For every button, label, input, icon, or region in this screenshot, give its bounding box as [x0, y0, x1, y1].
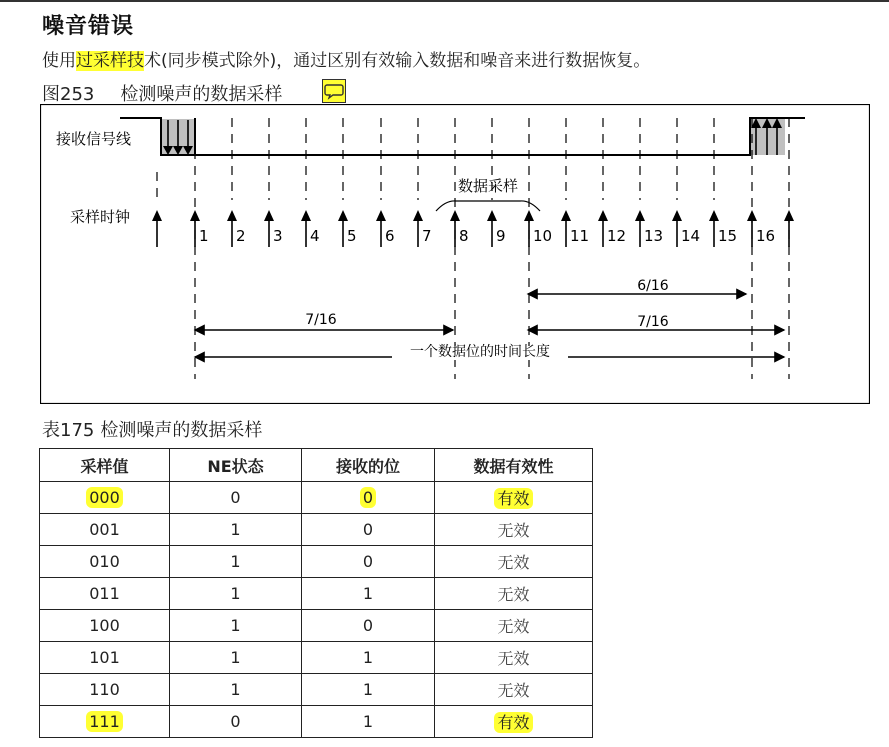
received-bit-cell-text: 1 — [362, 648, 374, 667]
sample-value-cell-text: 010 — [89, 552, 120, 571]
up-arrow-icon — [264, 210, 274, 221]
table-row — [40, 546, 593, 578]
received-bit-cell-text: 1 — [362, 584, 374, 603]
ne-status-cell-text: 1 — [230, 616, 241, 635]
tick-label: 11 — [570, 227, 590, 245]
received-bit-cell — [302, 482, 435, 514]
table-header-cell: NE状态 — [170, 449, 302, 482]
clock-ticks — [152, 118, 794, 379]
up-arrow-icon — [709, 210, 719, 221]
table-row — [40, 514, 593, 546]
ne-status-cell — [170, 482, 302, 514]
data-validity-cell-text: 无效 — [497, 649, 530, 668]
sample-value-cell — [40, 578, 170, 610]
data-validity-cell-text: 无效 — [497, 553, 530, 572]
noise-arrows-up — [751, 118, 782, 155]
sample-window-bracket — [436, 201, 540, 211]
received-bit-cell-text: 0 — [362, 552, 374, 571]
intro-text-after: 术(同步模式除外)，通过区别有效输入数据和噪音来进行数据恢复。 — [144, 51, 651, 71]
ne-status-cell — [170, 610, 302, 642]
span-left-label: 7/16 — [305, 312, 337, 328]
received-bit-cell-text: 0 — [360, 487, 376, 508]
data-validity-cell — [435, 482, 593, 514]
table-caption — [42, 416, 262, 442]
up-arrow-icon — [152, 210, 162, 221]
sample-value-cell-text: 011 — [89, 584, 120, 603]
sample-window-label: 数据采样 — [457, 177, 519, 195]
sample-value-cell-text: 001 — [89, 520, 120, 539]
table-header-cell: 采样值 — [40, 449, 170, 482]
sample-value-cell-text: 100 — [89, 616, 120, 635]
comment-icon[interactable] — [322, 79, 346, 103]
table-caption-text: 检测噪声的数据采样 — [100, 420, 263, 441]
tick-label: 3 — [273, 227, 283, 245]
up-arrow-icon — [598, 210, 608, 221]
ne-status-cell — [170, 546, 302, 578]
up-arrow-icon — [450, 210, 460, 221]
intro-highlight: 过采样技 — [76, 51, 144, 71]
top-rule — [0, 0, 889, 2]
figure-caption-text: 检测噪声的数据采样 — [120, 84, 283, 105]
received-bit-cell — [302, 546, 435, 578]
up-arrow-icon — [635, 210, 645, 221]
received-bit-cell-text: 1 — [362, 712, 374, 731]
up-arrow-icon — [784, 210, 794, 221]
figure-caption — [42, 80, 282, 106]
tick-label: 14 — [681, 227, 701, 245]
table-row — [40, 482, 593, 514]
noise-arrows-down — [163, 120, 193, 155]
tick-label: 15 — [718, 227, 738, 245]
intro-text-before: 使用 — [42, 51, 76, 71]
ne-status-cell-text: 1 — [230, 552, 241, 571]
tick-label: 12 — [607, 227, 627, 245]
sample-value-cell — [40, 642, 170, 674]
sample-value-cell — [40, 706, 170, 738]
sampling-diagram — [40, 104, 870, 404]
ne-status-cell — [170, 674, 302, 706]
received-bit-cell — [302, 674, 435, 706]
up-arrow-icon — [376, 210, 386, 221]
received-bit-cell — [302, 706, 435, 738]
up-arrow-icon — [338, 210, 348, 221]
up-arrow-icon — [190, 210, 200, 221]
ne-status-cell-text: 1 — [230, 680, 241, 699]
signal-label: 接收信号线 — [56, 130, 132, 148]
data-validity-cell — [435, 578, 593, 610]
signal-line — [120, 118, 805, 155]
tick-label: 4 — [310, 227, 320, 245]
tick-label: 5 — [347, 227, 357, 245]
data-validity-cell — [435, 546, 593, 578]
ne-status-cell — [170, 578, 302, 610]
up-arrow-icon — [413, 210, 423, 221]
tick-label: 2 — [236, 227, 246, 245]
sample-value-cell — [40, 482, 170, 514]
tick-label: 7 — [422, 227, 432, 245]
sample-value-cell-text: 101 — [89, 648, 120, 667]
sample-value-cell-text: 111 — [86, 711, 123, 732]
clock-label: 采样时钟 — [70, 208, 131, 226]
data-validity-cell-text: 有效 — [494, 712, 532, 733]
up-arrow-icon — [747, 210, 757, 221]
data-validity-cell-text: 无效 — [497, 617, 530, 636]
received-bit-cell-text: 0 — [362, 520, 374, 539]
up-arrow-icon — [227, 210, 237, 221]
ne-status-cell-text: 1 — [230, 584, 241, 603]
received-bit-cell-text: 1 — [362, 680, 374, 699]
section-title: 噪音错误 — [42, 14, 135, 39]
table-header-row — [40, 449, 593, 482]
ne-status-cell — [170, 706, 302, 738]
table-row — [40, 610, 593, 642]
table-row — [40, 674, 593, 706]
span-6-16-label: 6/16 — [637, 278, 669, 294]
data-validity-cell — [435, 610, 593, 642]
bit-time-label: 一个数据位的时间长度 — [410, 344, 550, 360]
tick-label: 6 — [385, 227, 395, 245]
table-header-cell: 数据有效性 — [435, 449, 593, 482]
tick-label: 16 — [756, 227, 776, 245]
data-validity-cell-text: 无效 — [497, 585, 530, 604]
received-bit-cell — [302, 610, 435, 642]
sample-value-cell — [40, 674, 170, 706]
ne-status-cell — [170, 642, 302, 674]
ne-status-cell-text: 1 — [230, 648, 241, 667]
received-bit-cell — [302, 578, 435, 610]
tick-label: 13 — [644, 227, 664, 245]
received-bit-cell-text: 0 — [362, 616, 374, 635]
data-validity-cell — [435, 674, 593, 706]
sample-value-cell-text: 110 — [89, 680, 120, 699]
figure-number: 图253 — [42, 84, 95, 105]
sample-value-cell — [40, 514, 170, 546]
up-arrow-icon — [672, 210, 682, 221]
ne-status-cell-text: 1 — [230, 520, 241, 539]
noise-sampling-table — [39, 448, 593, 738]
tick-label: 10 — [533, 227, 553, 245]
span-right-label: 7/16 — [637, 314, 669, 330]
data-validity-cell-text: 无效 — [497, 521, 530, 540]
tick-label: 8 — [459, 227, 469, 245]
received-bit-cell — [302, 514, 435, 546]
intro-paragraph — [42, 46, 650, 71]
table-row — [40, 642, 593, 674]
data-validity-cell-text: 无效 — [497, 681, 530, 700]
data-validity-cell — [435, 514, 593, 546]
data-validity-cell-text: 有效 — [494, 488, 532, 509]
table-header-cell: 接收的位 — [302, 449, 435, 482]
ne-status-cell — [170, 514, 302, 546]
up-arrow-icon — [487, 210, 497, 221]
table-number: 表175 — [42, 420, 95, 441]
data-validity-cell — [435, 642, 593, 674]
up-arrow-icon — [524, 210, 534, 221]
sample-value-cell-text: 000 — [86, 487, 123, 508]
data-validity-cell — [435, 706, 593, 738]
table-row — [40, 706, 593, 738]
table-row — [40, 578, 593, 610]
ne-status-cell-text: 0 — [230, 712, 241, 731]
sample-value-cell — [40, 546, 170, 578]
up-arrow-icon — [301, 210, 311, 221]
tick-label: 1 — [199, 227, 209, 245]
sample-value-cell — [40, 610, 170, 642]
up-arrow-icon — [561, 210, 571, 221]
ne-status-cell-text: 0 — [230, 488, 241, 507]
received-bit-cell — [302, 642, 435, 674]
tick-label: 9 — [496, 227, 506, 245]
